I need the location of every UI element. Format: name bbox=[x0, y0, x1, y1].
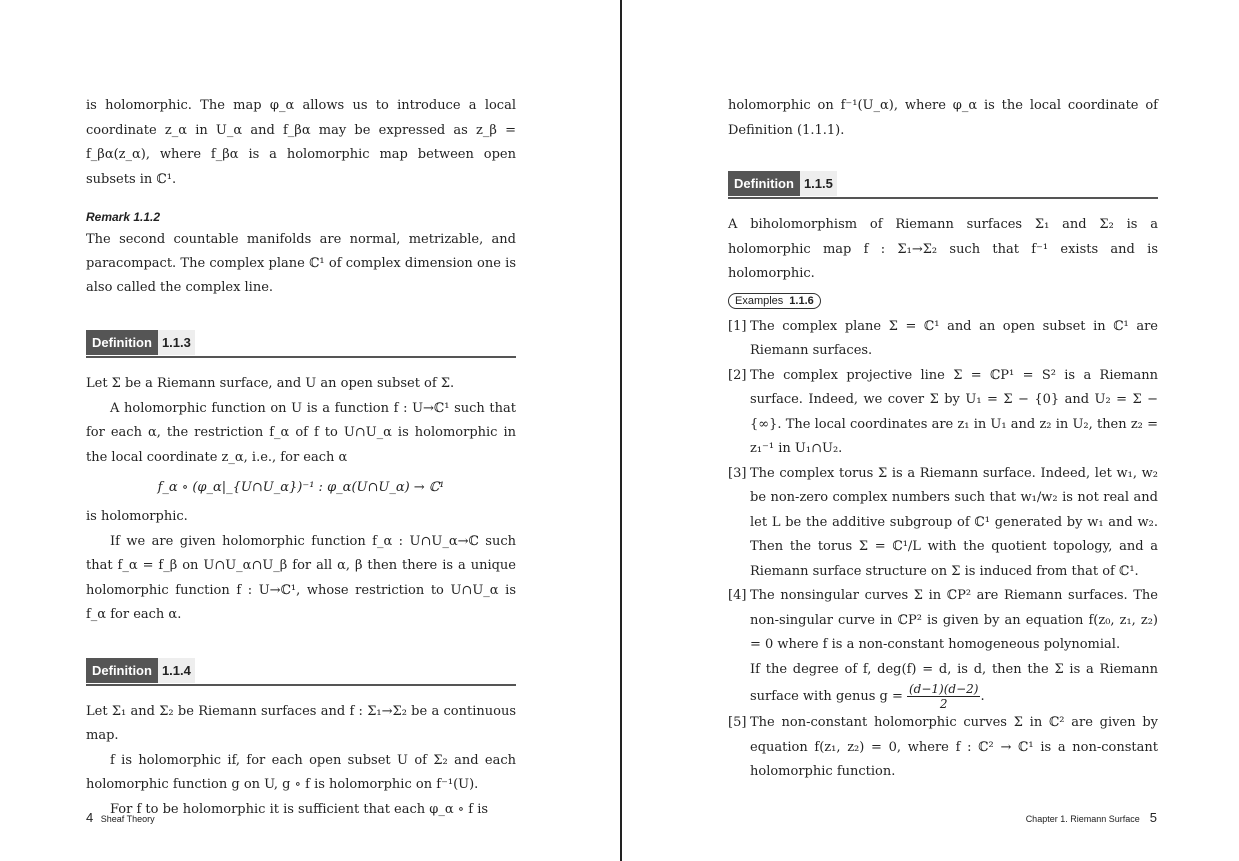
def113-display-equation: f_α ∘ (φ_α|_{U∩U_α})⁻¹ : φ_α(U∩U_α) → ℂ¹ bbox=[157, 480, 445, 495]
definition-number: 1.1.5 bbox=[800, 171, 837, 196]
def113-p4: If we are given holomorphic function f_α : U∩U_α→ℂ such that f_α = f_β on U∩U_α∩U_β for all α, β then there is a unique holomorphic function f : U→ℂ¹, whose restriction to U∩U_α is f_α for each α. bbox=[86, 533, 516, 622]
examples-label: Examples bbox=[735, 294, 784, 307]
def113-p1: Let Σ be a Riemann surface, and U an open subset of Σ. bbox=[86, 376, 455, 391]
right-column bbox=[728, 94, 1158, 785]
definition-number: 1.1.4 bbox=[158, 658, 195, 683]
definition-1-1-5-header bbox=[728, 171, 1158, 199]
def115-paragraph: A biholomorphism of Riemann surfaces Σ₁ and Σ₂ is a holomorphic map f : Σ₁→Σ₂ such that f⁻¹ exists and is holomorphic. bbox=[728, 217, 1158, 281]
running-title: Sheaf Theory bbox=[100, 814, 155, 824]
def113-p3: is holomorphic. bbox=[86, 509, 188, 524]
list-item: [4] The nonsingular curves Σ in ℂP² are Riemann surfaces. The non-singular curve in ℂP² is given by an equation f(z₀, z₁, z₂) = 0 where f is a non-constant homogeneous polynomial. If the degree of f, deg(f) = d, is d, then the Σ is a Riemann surface with genus g = $\frac{(d-1)(d-2)}{2}$ . bbox=[728, 588, 1158, 711]
examples-number: 1.1.6 bbox=[789, 294, 814, 307]
left-footer bbox=[86, 810, 155, 825]
definition-label: Definition bbox=[86, 658, 158, 683]
list-item: [1] The complex plane Σ = ℂ¹ and an open subset in ℂ¹ are Riemann surfaces. bbox=[728, 318, 1158, 358]
definition-label: Definition bbox=[728, 171, 800, 196]
definition-label: Definition bbox=[86, 330, 158, 355]
list-item: [3] The complex torus Σ is a Riemann surface. Indeed, let w₁, w₂ be non-zero complex numbers such that w₁/w₂ is not real and let L be the additive subgroup of ℂ¹ generated by w₁ and w₂. Then the torus Σ = ℂ¹/L with the quotient topology, and a Riemann surface structure on Σ is induced from that of ℂ¹. bbox=[728, 465, 1158, 579]
right-footer bbox=[1026, 810, 1157, 825]
definition-1-1-4-header bbox=[86, 658, 516, 686]
page-number: 5 bbox=[1149, 810, 1157, 825]
remark-title: Remark 1.1.2 bbox=[86, 210, 161, 224]
def114-p1: Let Σ₁ and Σ₂ be Riemann surfaces and f : Σ₁→Σ₂ be a continuous map. bbox=[86, 703, 516, 743]
intro-paragraph: is holomorphic. The map φ_α allows us to introduce a local coordinate z_α in U_α and f_βα may be expressed as z_β = f_βα(z_α), where f_βα is a holomorphic map between open subsets in ℂ¹. bbox=[86, 98, 516, 187]
continued-paragraph: holomorphic on f⁻¹(U_α), where φ_α is the local coordinate of Definition (1.1.1). bbox=[728, 98, 1158, 138]
page-number: 4 bbox=[86, 810, 94, 825]
item4-extra: If the degree of f, deg(f) = d, is d, then the Σ is a Riemann surface with genus g = $\frac{(d-1)(d-2)}{2}$ . bbox=[750, 661, 1158, 711]
left-column bbox=[86, 94, 516, 822]
list-item: [5] The non-constant holomorphic curves Σ in ℂ² are given by equation f(z₁, z₂) = 0, where f : ℂ² → ℂ¹ is a non-constant holomorphic function. bbox=[728, 715, 1158, 779]
def114-p2: f is holomorphic if, for each open subset U of Σ₂ and each holomorphic function g on U, g ∘ f is holomorphic on f⁻¹(U). bbox=[86, 752, 516, 792]
def113-p2: A holomorphic function on U is a function f : U→ℂ¹ such that for each α, the restriction f_α of f to U∩U_α is holomorphic in the local coordinate z_α, i.e., for each α bbox=[86, 400, 516, 465]
examples-header bbox=[728, 293, 821, 309]
genus-fraction: $\frac{(d-1)(d-2)}{2}$ bbox=[909, 682, 979, 711]
right-page bbox=[622, 0, 1239, 861]
definition-number: 1.1.3 bbox=[158, 330, 195, 355]
list-item: [2] The complex projective line Σ = ℂP¹ = S² is a Riemann surface. Indeed, we cover Σ by U₁ = Σ − {0} and U₂ = Σ − {∞}. The local coordinates are z₁ in U₁ and z₂ in U₂, then z₂ = z₁⁻¹ in U₁∩U₂. bbox=[728, 367, 1158, 456]
def114-p3: For f to be holomorphic it is sufficient that each φ_α ∘ f is bbox=[110, 801, 489, 817]
remark-text: The second countable manifolds are normal, metrizable, and paracompact. The complex plane ℂ¹ of complex dimension one is also called the complex line. bbox=[86, 232, 516, 295]
definition-1-1-3-header bbox=[86, 330, 516, 358]
running-title: Chapter 1. Riemann Surface bbox=[1025, 814, 1140, 824]
